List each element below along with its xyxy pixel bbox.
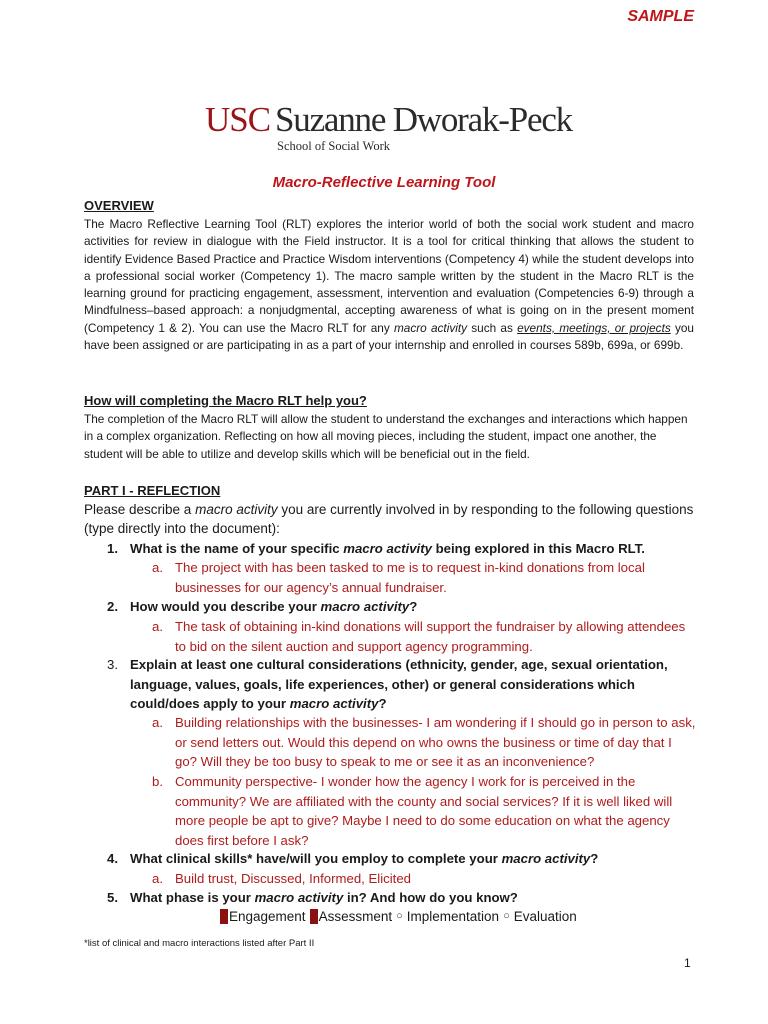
- question-text: How would you describe your: [130, 599, 321, 614]
- engagement-checkbox[interactable]: [220, 909, 228, 924]
- answer-letter: a.: [152, 871, 163, 886]
- question-italic: macro activity: [501, 851, 591, 866]
- answer-letter: a.: [152, 715, 163, 730]
- question-text: What is the name of your specific: [130, 541, 344, 556]
- evaluation-radio-icon[interactable]: ○: [503, 910, 510, 922]
- part1-intro-text-1: Please describe a: [84, 502, 196, 517]
- question-number: 4.: [107, 851, 118, 866]
- question-text: What clinical skills* have/will you employ to complete your: [130, 851, 502, 866]
- question-text-end: being explored in this Macro RLT.: [431, 541, 645, 556]
- question-text: What phase is your: [130, 890, 255, 905]
- question-4: [107, 849, 697, 869]
- answer-3a[interactable]: [152, 713, 697, 772]
- question-number: 2.: [107, 599, 118, 614]
- question-text-end: ?: [590, 851, 599, 866]
- implementation-radio-icon[interactable]: ○: [396, 910, 403, 922]
- answer-letter: a.: [152, 560, 163, 575]
- question-italic: macro activity: [343, 541, 432, 556]
- school-logo: [205, 102, 605, 160]
- engagement-label: Engagement: [229, 909, 306, 924]
- overview-heading: OVERVIEW: [84, 198, 154, 213]
- question-3: [107, 655, 697, 714]
- part1-intro-text-2: you are currently involved in by responding to the following questions (type directly into the document):: [84, 502, 694, 536]
- answer-3b[interactable]: [152, 772, 697, 850]
- phase-options: [220, 907, 577, 926]
- overview-text-3: you have been assigned or are participating in as a part of your internship and enrolled in courses 589b, 699a, or 699b.: [84, 320, 694, 353]
- question-italic: macro activity: [320, 599, 410, 614]
- question-5: [107, 888, 697, 908]
- implementation-label: Implementation: [406, 909, 500, 924]
- overview-examples: events, meetings, or projects: [517, 320, 671, 335]
- page-number: 1: [684, 956, 691, 970]
- answer-letter: b.: [152, 774, 163, 789]
- answer-4a[interactable]: [152, 869, 697, 889]
- logo-school-name: Suzanne Dworak-Peck: [275, 100, 572, 139]
- answer-text: Community perspective- I wonder how the agency I work for is perceived in the community? We are affiliated with the county and social services? If it is well liked will more people be apt to give? Maybe I need to do some education on what the agency does first before I ask?: [175, 774, 673, 848]
- part1-intro: [84, 500, 694, 538]
- overview-text-2: such as: [467, 320, 518, 335]
- help-heading: How will completing the Macro RLT help you?: [84, 393, 367, 408]
- part1-heading: PART I - REFLECTION: [84, 483, 221, 498]
- question-2: [107, 597, 697, 617]
- question-1: [107, 539, 697, 559]
- answer-1a[interactable]: [152, 558, 697, 597]
- answer-text: Building relationships with the businesses- I am wondering if I should go in person to ask, or send letters out. Would this depend on who owns the business or time of day that I go? Will they be too busy to speak to me or see it as an inconvenience?: [175, 715, 696, 770]
- answer-letter: a.: [152, 619, 163, 634]
- answer-2a[interactable]: [152, 617, 697, 656]
- overview-italic: macro activity: [393, 320, 468, 335]
- assessment-label: Assessment: [318, 909, 393, 924]
- question-number: 1.: [107, 541, 118, 556]
- part1-intro-italic: macro activity: [195, 502, 278, 517]
- overview-paragraph: [84, 216, 694, 354]
- question-text-end: ?: [378, 696, 387, 712]
- assessment-checkbox[interactable]: [310, 909, 318, 924]
- answer-text: The task of obtaining in-kind donations will support the fundraiser by allowing attendees to bid on the silent auction and support agency programming.: [175, 619, 686, 654]
- logo-subtitle: School of Social Work: [277, 139, 390, 153]
- answer-text: Build trust, Discussed, Informed, Elicited: [175, 871, 412, 886]
- question-text-end: in? And how do you know?: [343, 890, 518, 905]
- question-text: Explain at least one cultural considerations (ethnicity, gender, age, sexual orientation, language, values, goals, life experiences, other) or general considerations which could/does apply to your: [130, 657, 668, 712]
- question-text-end: ?: [409, 599, 418, 614]
- answer-text: The project with has been tasked to me is to request in-kind donations from local businesses for our agency’s annual fundraiser.: [175, 560, 645, 595]
- question-italic: macro activity: [289, 696, 379, 712]
- document-title: Macro-Reflective Learning Tool: [272, 174, 496, 191]
- question-italic: macro activity: [254, 890, 344, 905]
- overview-text-1: The Macro Reflective Learning Tool (RLT) explores the interior world of both the social work student and macro activities for review in dialogue with the Field instructor. It is a tool for critical thinking that allows the student to identify Evidence Based Practice and Practice Wisdom interventions (Competency 4) while the student develops into a professional social worker (Competency 1). The macro sample written by the student in the Macro RLT is the learning ground for practicing engagement, assessment, intervention and evaluation (Competencies 6-9) through a Mindfulness–based approach: a nonjudgmental, accepting awareness of what is going on in the present moment (Competency 1 & 2). You can use the Macro RLT for any: [84, 217, 694, 335]
- sample-watermark: SAMPLE: [627, 8, 694, 25]
- evaluation-label: Evaluation: [513, 909, 577, 924]
- logo-usc: USC: [205, 100, 271, 139]
- question-number: 5.: [107, 890, 118, 905]
- question-number: 3.: [107, 657, 118, 672]
- footnote: *list of clinical and macro interactions listed after Part II: [84, 938, 315, 949]
- help-paragraph: The completion of the Macro RLT will allow the student to understand the exchanges and interactions which happen in a complex organization. Reflecting on how all moving pieces, including the student, impact one another, the student will be able to utilize and develop skills which will be beneficial out in the field.: [84, 412, 688, 461]
